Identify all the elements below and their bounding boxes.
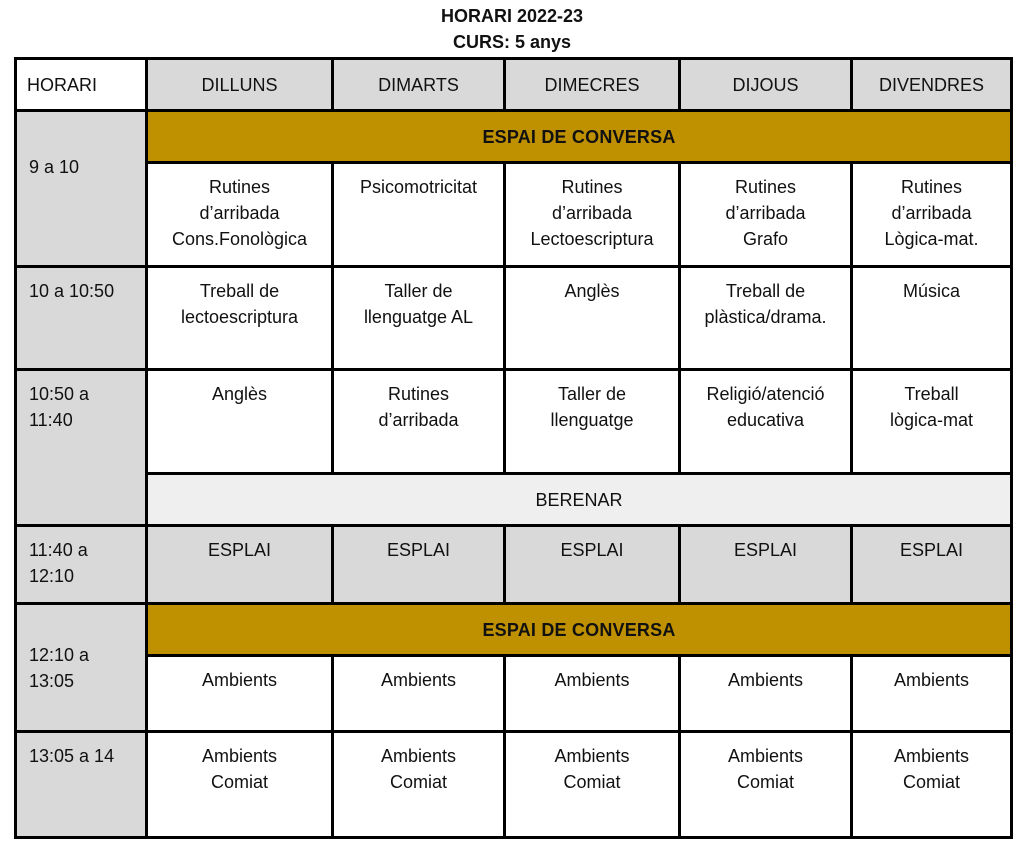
cell-thu-slot3: Religió/atenció educativa: [680, 370, 852, 474]
day-header-monday: DILLUNS: [147, 59, 333, 111]
cell-wed-slot5: Ambients: [505, 656, 680, 732]
cell-thu-slot1: Rutines d’arribada Grafo: [680, 163, 852, 267]
day-header-thursday: DIJOUS: [680, 59, 852, 111]
cell-tue-slot3: Rutines d’arribada: [333, 370, 505, 474]
cell-wed-slot2: Anglès: [505, 267, 680, 370]
slot1-row: [16, 163, 1012, 267]
header-corner: HORARI: [16, 59, 147, 111]
day-header-tuesday: DIMARTS: [333, 59, 505, 111]
cell-wed-slot3: Taller de llenguatge: [505, 370, 680, 474]
cell-thu-slot4: ESPLAI: [680, 526, 852, 604]
cell-fri-slot5: Ambients: [852, 656, 1012, 732]
conversation-banner-1: ESPAI DE CONVERSA: [147, 111, 1012, 163]
snack-banner: BERENAR: [147, 474, 1012, 526]
cell-mon-slot2: Treball de lectoescriptura: [147, 267, 333, 370]
cell-fri-slot2: Música: [852, 267, 1012, 370]
time-slot-1305-14: 13:05 a 14: [16, 732, 147, 838]
time-slot-10-1050: 10 a 10:50: [16, 267, 147, 370]
cell-fri-slot6: Ambients Comiat: [852, 732, 1012, 838]
cell-tue-slot5: Ambients: [333, 656, 505, 732]
day-header-wednesday: DIMECRES: [505, 59, 680, 111]
header-row: [16, 59, 1012, 111]
cell-mon-slot6: Ambients Comiat: [147, 732, 333, 838]
slot5-row: [16, 656, 1012, 732]
course-subtitle: CURS: 5 anys: [452, 32, 572, 52]
time-slot-1050-1140: 10:50 a 11:40: [16, 370, 147, 526]
cell-mon-slot5: Ambients: [147, 656, 333, 732]
time-slot-9-10: 9 a 10: [16, 111, 147, 267]
cell-tue-slot6: Ambients Comiat: [333, 732, 505, 838]
cell-wed-slot1: Rutines d’arribada Lectoescriptura: [505, 163, 680, 267]
cell-thu-slot2: Treball de plàstica/drama.: [680, 267, 852, 370]
cell-mon-slot4: ESPLAI: [147, 526, 333, 604]
cell-thu-slot6: Ambients Comiat: [680, 732, 852, 838]
cell-mon-slot1: Rutines d’arribada Cons.Fonològica: [147, 163, 333, 267]
cell-tue-slot4: ESPLAI: [333, 526, 505, 604]
schedule-title: HORARI 2022-23: [440, 6, 584, 26]
slot4-row: [16, 526, 1012, 604]
cell-mon-slot3: Anglès: [147, 370, 333, 474]
cell-wed-slot4: ESPLAI: [505, 526, 680, 604]
cell-tue-slot1: Psicomotricitat: [333, 163, 505, 267]
cell-fri-slot3: Treball lògica-mat: [852, 370, 1012, 474]
day-header-friday: DIVENDRES: [852, 59, 1012, 111]
cell-wed-slot6: Ambients Comiat: [505, 732, 680, 838]
slot1-banner-row: [16, 111, 1012, 163]
cell-fri-slot1: Rutines d’arribada Lògica-mat.: [852, 163, 1012, 267]
slot2-row: [16, 267, 1012, 370]
conversation-banner-2: ESPAI DE CONVERSA: [147, 604, 1012, 656]
slot6-row: [16, 732, 1012, 838]
snack-row: [16, 474, 1012, 526]
slot3-row: [16, 370, 1012, 474]
cell-fri-slot4: ESPLAI: [852, 526, 1012, 604]
slot5-banner-row: [16, 604, 1012, 656]
time-slot-1210-1305: 12:10 a 13:05: [16, 604, 147, 732]
schedule-table: [14, 57, 1013, 839]
cell-tue-slot2: Taller de llenguatge AL: [333, 267, 505, 370]
time-slot-1140-1210: 11:40 a 12:10: [16, 526, 147, 604]
cell-thu-slot5: Ambients: [680, 656, 852, 732]
